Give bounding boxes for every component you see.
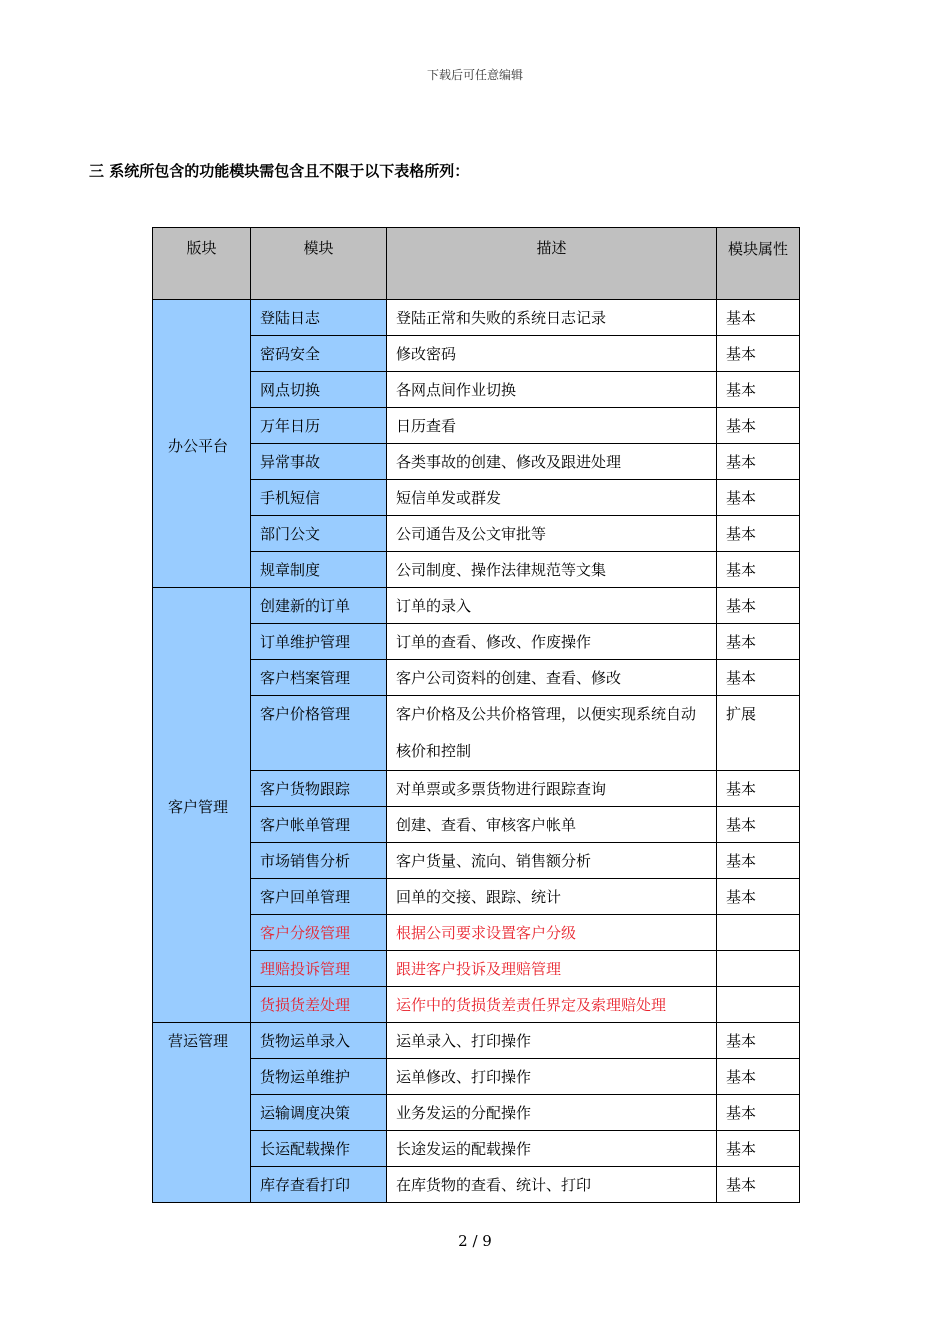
description-cell: 客户货量、流向、销售额分析 [387, 843, 717, 879]
description-cell: 客户价格及公共价格管理，以便实现系统自动核价和控制 [387, 696, 717, 771]
description-cell: 长途发运的配载操作 [387, 1131, 717, 1167]
module-cell: 规章制度 [251, 552, 387, 588]
attribute-cell: 基本 [717, 624, 800, 660]
module-table [152, 227, 800, 1203]
description-cell: 订单的录入 [387, 588, 717, 624]
attribute-cell: 基本 [717, 879, 800, 915]
table-row [153, 480, 800, 516]
column-header-attribute: 模块属性 [717, 228, 800, 300]
module-cell: 万年日历 [251, 408, 387, 444]
table-row [153, 660, 800, 696]
column-header-module: 模块 [251, 228, 387, 300]
attribute-cell: 基本 [717, 843, 800, 879]
description-cell: 运单修改、打印操作 [387, 1059, 717, 1095]
attribute-cell: 基本 [717, 444, 800, 480]
table-row [153, 372, 800, 408]
table-row [153, 552, 800, 588]
description-cell: 短信单发或群发 [387, 480, 717, 516]
table-row [153, 987, 800, 1023]
table-row [153, 516, 800, 552]
description-cell: 各类事故的创建、修改及跟进处理 [387, 444, 717, 480]
table-row [153, 879, 800, 915]
attribute-cell: 基本 [717, 771, 800, 807]
attribute-cell [717, 915, 800, 951]
attribute-cell [717, 987, 800, 1023]
table-row [153, 696, 800, 771]
attribute-cell: 基本 [717, 660, 800, 696]
module-cell: 货物运单录入 [251, 1023, 387, 1059]
module-cell: 订单维护管理 [251, 624, 387, 660]
attribute-cell: 基本 [717, 300, 800, 336]
table-row [153, 1131, 800, 1167]
table-row [153, 1167, 800, 1203]
table-row [153, 951, 800, 987]
attribute-cell [717, 951, 800, 987]
table-row [153, 1095, 800, 1131]
attribute-cell: 基本 [717, 1167, 800, 1203]
description-cell: 运作中的货损货差责任界定及索理赔处理 [387, 987, 717, 1023]
module-cell: 理赔投诉管理 [251, 951, 387, 987]
module-cell: 客户价格管理 [251, 696, 387, 771]
column-header-section: 版块 [153, 228, 251, 300]
page-number: 2 / 9 [458, 1232, 492, 1250]
module-cell: 市场销售分析 [251, 843, 387, 879]
table-row [153, 336, 800, 372]
module-cell: 异常事故 [251, 444, 387, 480]
table-row [153, 444, 800, 480]
module-cell: 部门公文 [251, 516, 387, 552]
attribute-cell: 扩展 [717, 696, 800, 771]
description-cell: 各网点间作业切换 [387, 372, 717, 408]
module-cell: 长运配载操作 [251, 1131, 387, 1167]
description-cell: 日历查看 [387, 408, 717, 444]
attribute-cell: 基本 [717, 807, 800, 843]
description-cell: 运单录入、打印操作 [387, 1023, 717, 1059]
description-cell: 创建、查看、审核客户帐单 [387, 807, 717, 843]
section-cell-office: 办公平台 [153, 300, 251, 588]
table-row [153, 1023, 800, 1059]
description-cell: 订单的查看、修改、作废操作 [387, 624, 717, 660]
table-row [153, 807, 800, 843]
table-header-row [153, 228, 800, 300]
description-cell: 公司通告及公文审批等 [387, 516, 717, 552]
module-cell: 运输调度决策 [251, 1095, 387, 1131]
section-heading: 三 系统所包含的功能模块需包含且不限于以下表格所列： [89, 162, 470, 180]
attribute-cell: 基本 [717, 1095, 800, 1131]
description-cell: 跟进客户投诉及理赔管理 [387, 951, 717, 987]
description-cell: 对单票或多票货物进行跟踪查询 [387, 771, 717, 807]
table-row [153, 300, 800, 336]
attribute-cell: 基本 [717, 1059, 800, 1095]
table-row [153, 588, 800, 624]
attribute-cell: 基本 [717, 336, 800, 372]
attribute-cell: 基本 [717, 1023, 800, 1059]
description-cell: 公司制度、操作法律规范等文集 [387, 552, 717, 588]
section-cell-operations: 营运管理 [153, 1023, 251, 1203]
attribute-cell: 基本 [717, 480, 800, 516]
section-cell-customer: 客户管理 [153, 588, 251, 1023]
description-cell: 登陆正常和失败的系统日志记录 [387, 300, 717, 336]
attribute-cell: 基本 [717, 588, 800, 624]
module-cell: 客户货物跟踪 [251, 771, 387, 807]
table-row [153, 408, 800, 444]
description-cell: 回单的交接、跟踪、统计 [387, 879, 717, 915]
description-cell: 根据公司要求设置客户分级 [387, 915, 717, 951]
table-row [153, 915, 800, 951]
column-header-description: 描述 [387, 228, 717, 300]
table-row [153, 843, 800, 879]
table-row [153, 771, 800, 807]
description-cell: 客户公司资料的创建、查看、修改 [387, 660, 717, 696]
module-cell: 货损货差处理 [251, 987, 387, 1023]
module-cell: 网点切换 [251, 372, 387, 408]
module-cell: 客户回单管理 [251, 879, 387, 915]
page-header: 下载后可任意编辑 [426, 68, 523, 82]
attribute-cell: 基本 [717, 552, 800, 588]
module-cell: 创建新的订单 [251, 588, 387, 624]
attribute-cell: 基本 [717, 408, 800, 444]
attribute-cell: 基本 [717, 372, 800, 408]
module-cell: 手机短信 [251, 480, 387, 516]
description-cell: 业务发运的分配操作 [387, 1095, 717, 1131]
table-row [153, 624, 800, 660]
module-cell: 登陆日志 [251, 300, 387, 336]
attribute-cell: 基本 [717, 1131, 800, 1167]
table-row [153, 1059, 800, 1095]
module-cell: 库存查看打印 [251, 1167, 387, 1203]
module-cell: 客户分级管理 [251, 915, 387, 951]
module-cell: 货物运单维护 [251, 1059, 387, 1095]
description-cell: 在库货物的查看、统计、打印 [387, 1167, 717, 1203]
module-cell: 密码安全 [251, 336, 387, 372]
module-cell: 客户档案管理 [251, 660, 387, 696]
description-cell: 修改密码 [387, 336, 717, 372]
module-cell: 客户帐单管理 [251, 807, 387, 843]
attribute-cell: 基本 [717, 516, 800, 552]
